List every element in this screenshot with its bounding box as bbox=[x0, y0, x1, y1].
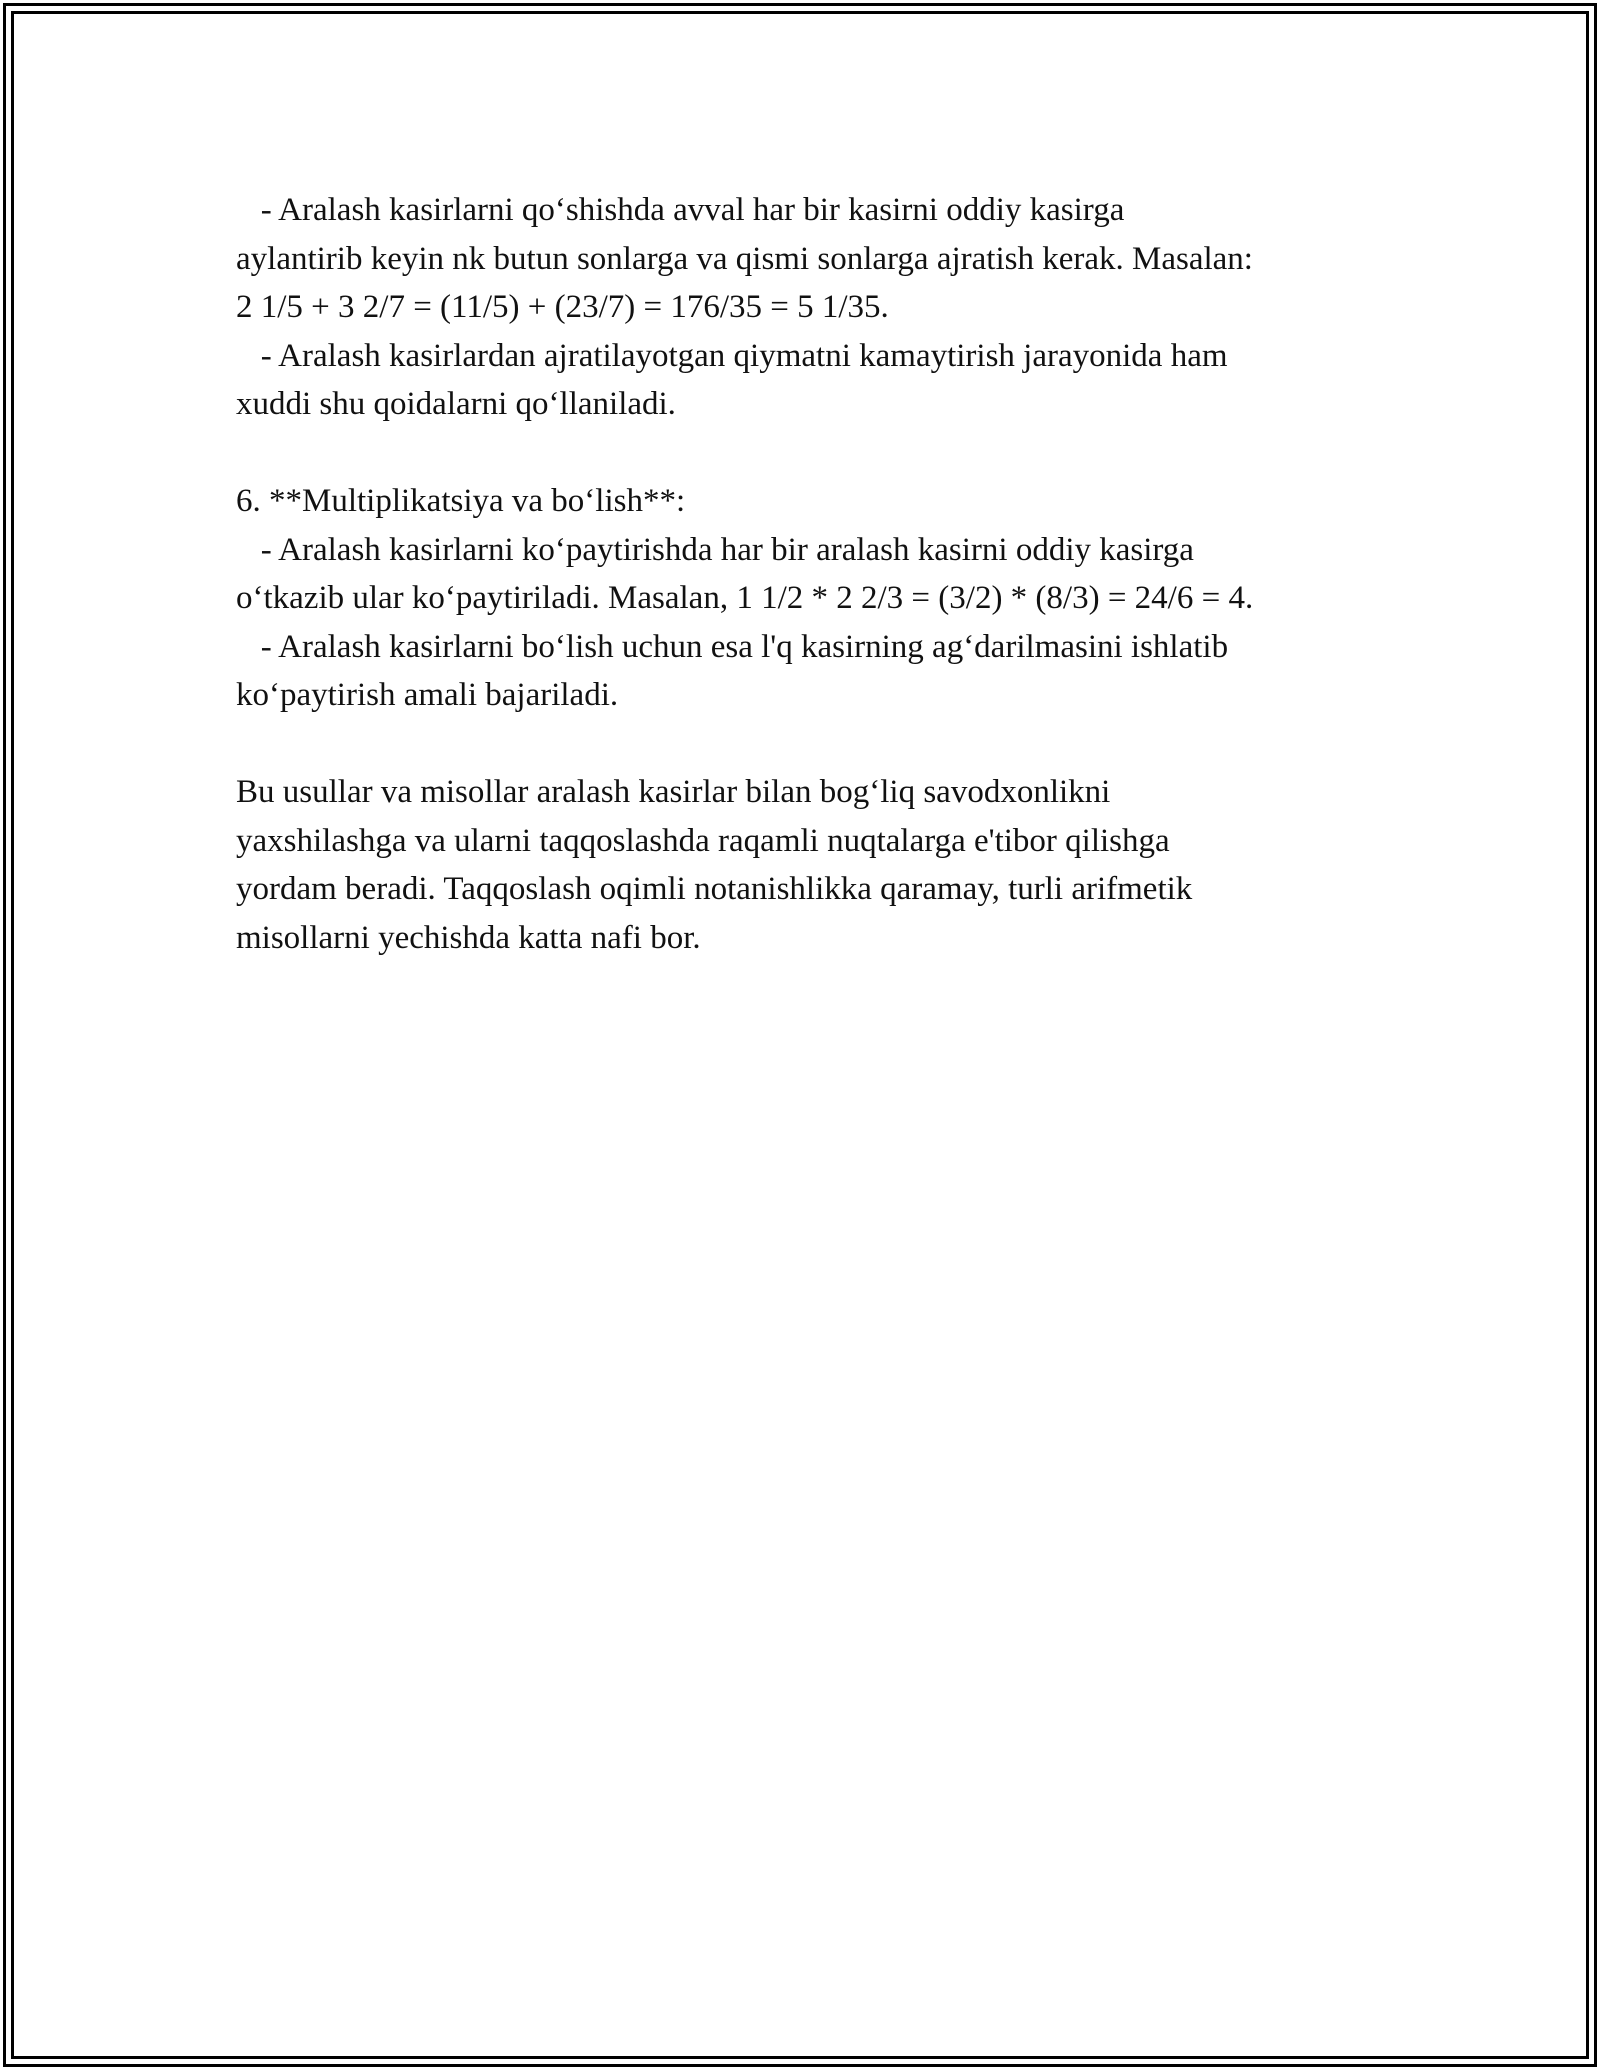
document-body bbox=[236, 186, 1396, 962]
text-line: aylantirib keyin nk butun sonlarga va qismi sonlarga ajratish kerak. Masalan: bbox=[236, 240, 1253, 277]
text-line: o‘tkazib ular ko‘paytiriladi. Masalan, 1 1/2 * 2 2/3 = (3/2) * (8/3) = 24/6 = 4. bbox=[236, 580, 1254, 616]
text-line: - Aralash kasirlarni bo‘lish uchun esa l'q kasirning ag‘darilmasini ishlatib bbox=[236, 628, 1229, 665]
paragraph-conclusion bbox=[236, 768, 1396, 962]
text-line: xuddi shu qoidalarni qo‘llaniladi. bbox=[236, 386, 676, 422]
text-line: Bu usullar va misollar aralash kasirlar bilan bog‘liq savodxonlikni bbox=[236, 774, 1111, 810]
text-line: - Aralash kasirlardan ajratilayotgan qiymatni kamaytirish jarayonida ham bbox=[236, 337, 1228, 374]
paragraph-multiplication bbox=[236, 477, 1396, 720]
text-line: yordam beradi. Taqqoslash oqimli notanishlikka qaramay, turli arifmetik bbox=[236, 871, 1193, 907]
text-line: yaxshilashga va ularni taqqoslashda raqamli nuqtalarga e'tibor qilishga bbox=[236, 822, 1170, 859]
text-line: misollarni yechishda katta nafi bor. bbox=[236, 919, 701, 956]
paragraph-spacer bbox=[236, 429, 1396, 478]
text-line: - Aralash kasirlarni qo‘shishda avval har bir kasirni oddiy kasirga bbox=[236, 192, 1125, 228]
text-line: - Aralash kasirlarni ko‘paytirishda har bir aralash kasirni oddiy kasirga bbox=[236, 531, 1194, 568]
section-heading: 6. **Multiplikatsiya va bo‘lish**: bbox=[236, 483, 686, 519]
text-line: ko‘paytirish amali bajariladi. bbox=[236, 677, 619, 713]
text-line: 2 1/5 + 3 2/7 = (11/5) + (23/7) = 176/35 = 5 1/35. bbox=[236, 289, 889, 325]
paragraph-addition bbox=[236, 186, 1396, 429]
paragraph-spacer bbox=[236, 720, 1396, 769]
